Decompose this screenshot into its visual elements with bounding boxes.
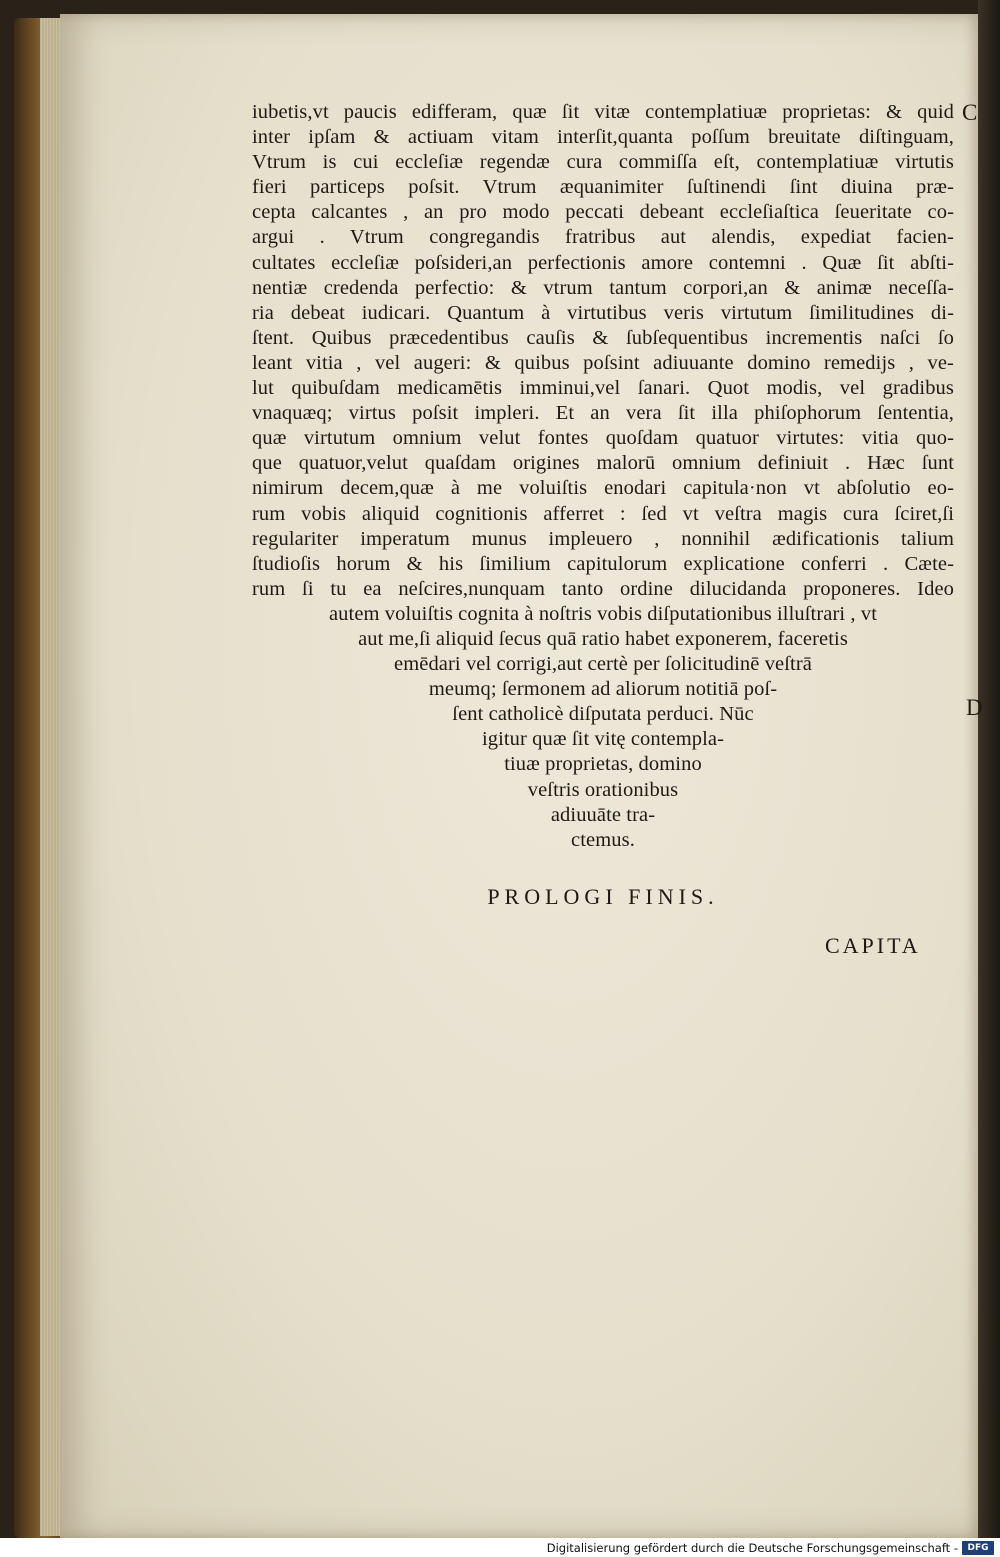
text-line: cultates eccleſiæ poſsideri,an perfectionis amore contemni . Quæ ſit abſti- <box>252 251 954 274</box>
text-line: fieri particeps poſsit. Vtrum æquanimiter ſuſtinendi ſint diuina præ- <box>252 176 954 199</box>
footer-bar <box>0 1538 1000 1557</box>
text-line: nimirum decem,quæ à me voluiſtis enodari capitula·non vt abſolutio eo- <box>252 477 954 500</box>
dfg-logo: DFG <box>962 1541 994 1555</box>
taper-line: aut me,ſi aliquid ſecus quā ratio habet exponerem, faceretis <box>358 627 848 650</box>
taper-line: veſtris orationibus <box>527 778 679 801</box>
taper-line: ſent catholicè diſputata perduci. Nūc <box>452 703 754 726</box>
text-line: ria debeat iudicari. Quantum à virtutibus veris virtutum ſimilitudines di- <box>252 301 954 324</box>
text-line: rum ſi tu ea neſcires,nunquam tanto ordine dilucidanda proponeres. Ideo <box>252 577 954 600</box>
text-line: rum vobis aliquid cognitionis afferret : ſed vt veſtra magis cura ſciret,ſi <box>252 502 954 525</box>
prologue-text <box>252 100 954 853</box>
taper-line: ctemus. <box>571 828 635 851</box>
catchword: CAPITA <box>825 933 921 958</box>
text-line: quæ virtutum omnium velut fontes quoſdam quatuor virtutes: vitia quo- <box>252 427 954 450</box>
taper-line: tiuæ proprietas, domino <box>504 753 702 776</box>
text-line: vnaquæq; virtus poſsit impleri. Et an vera ſit illa phiſophorum ſententia, <box>252 402 954 425</box>
taper-line: emēdari vel corrigi,aut certè per ſolicitudinē veſtrā <box>394 653 812 676</box>
text-line: ſtudioſis horum & his ſimilium capitulorum explicatione conferri . Cæte- <box>252 552 954 575</box>
text-line: argui . Vtrum congregandis fratribus aut alendis, expediat facien- <box>252 226 954 249</box>
taper-line: meumq; ſermonem ad aliorum notitiā poſ- <box>428 678 778 701</box>
taper-line: autem voluiſtis cognita à noſtris vobis diſputationibus illuſtrari , vt <box>328 602 878 625</box>
taper-line: igitur quæ ſit vitę contempla- <box>481 728 725 751</box>
text-line: que quatuor,velut quaſdam origines malorū omnium definiuit . Hæc ſunt <box>252 452 954 475</box>
taper-line: adiuuāte tra- <box>550 803 656 826</box>
margin-letter-d: D <box>966 695 983 720</box>
text-line: iubetis,vt paucis edifferam, quæ ſit vitæ contemplatiuæ proprietas: & quid <box>252 101 954 123</box>
text-line: ſtent. Quibus præcedentibus cauſis & ſubſequentibus incrementis naſci ſo <box>252 326 954 349</box>
text-line: regulariter imperatum munus impleuero , nonnihil ædificationis talium <box>252 527 954 550</box>
text-line: cepta calcantes , an pro modo peccati debeant eccleſiaſtica ſeueritate co- <box>252 201 954 224</box>
text-line: inter ipſam & actiuam vitam interſit,quanta poſſum breuitate diſtinguam, <box>252 126 954 149</box>
gutter-shadow <box>978 0 1000 1540</box>
margin-letter-c: C <box>962 100 978 125</box>
text-line: lut quibuſdam medicamētis imminui,vel ſanari. Quot modis, vel gradibus <box>252 377 954 400</box>
funding-notice: Digitalisierung gefördert durch die Deutsche Forschungsgemeinschaft - <box>546 1541 958 1555</box>
text-line: Vtrum is cui eccleſiæ regendæ cura commiſſa eſt, contemplatiuæ virtutis <box>252 151 954 174</box>
text-line: nentiæ credenda perfectio: & vtrum tantum corpori,an & animæ neceſſa- <box>252 276 954 299</box>
prologue-finis: PROLOGI FINIS. <box>487 884 719 909</box>
text-line: leant vitia , vel augeri: & quibus poſsint adiuuante domino remedijs , ve- <box>252 351 954 374</box>
